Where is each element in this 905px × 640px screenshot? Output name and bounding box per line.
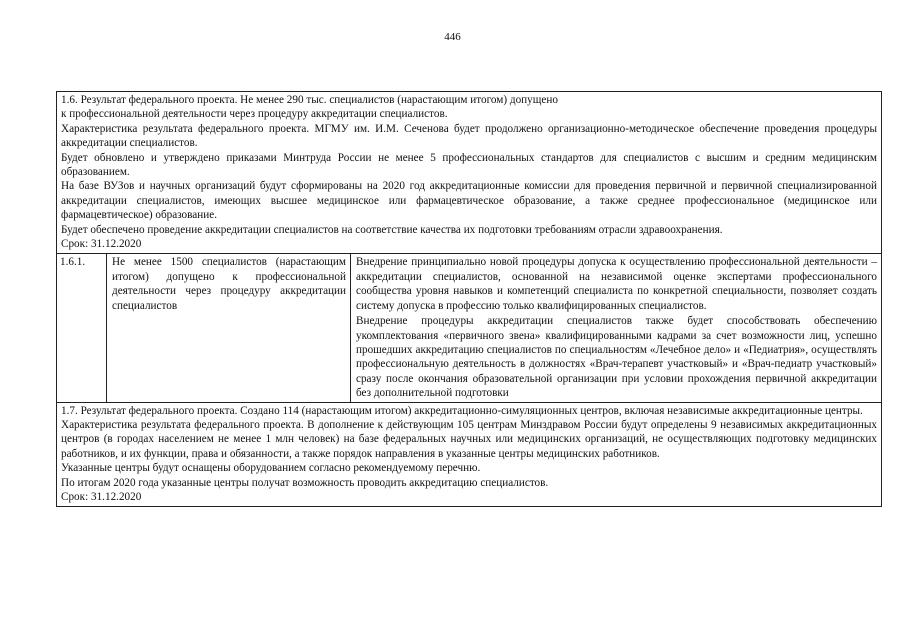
row-number-cell (57, 254, 107, 401)
section-1-6-characteristic: Характеристика результата федерального проекта. МГМУ им. И.М. Сеченова будет продолжено организационно-методическое обеспечение проведения процедуры аккредитации специалистов. (61, 122, 877, 150)
section-1-7-equipment: Указанные центры будут оснащены оборудованием согласно рекомендуемому перечню. (61, 462, 481, 475)
row-description-cell (351, 254, 881, 401)
row-number: 1.6.1. (60, 256, 86, 269)
section-1-6-title-cont: к профессиональной деятельности через процедуру аккредитации специалистов. (61, 108, 448, 121)
section-1-7-title: 1.7. Результат федерального проекта. Создано 114 (нарастающим итогом) аккредитационно-симуляционных центров, включая независимые аккредитационные центры. (61, 404, 863, 417)
section-1-6-accreditation: Будет обеспечено проведение аккредитации специалистов на соответствие качества их подготовки требованиям отрасли здравоохранения. (61, 223, 723, 236)
section-1-7-results: По итогам 2020 года указанные центры получат возможность проводить аккредитацию специалистов. (61, 476, 549, 489)
row-description-para-1: Внедрение принципиально новой процедуры допуска к осуществлению профессиональной деятельности – аккредитации специалистов, основанной на независимой оценке экспертами профессионального сообщества уровня навыков и компетенций специалиста по конкретной специальности, позволяет создать систему допуска в профессию только квалифицированных специалистов. (356, 256, 877, 312)
document-table (56, 91, 882, 507)
row-1-6-1 (57, 254, 881, 402)
section-1-6-title: 1.6. Результат федерального проекта. Не менее 290 тыс. специалистов (нарастающим итогом) допущено (61, 94, 558, 106)
section-1-6-commissions: На базе ВУЗов и научных организаций будут сформированы на 2020 год аккредитационные комиссии для проведения первичной и первичной специализированной аккредитации специалистов, имеющих высшее медицинское или фармацевтическое образование, а также среднее профессиональное (медицинское или фармацевтическое) образование. (61, 180, 877, 222)
section-1-7 (57, 403, 881, 507)
row-result: Не менее 1500 специалистов (нарастающим итогом) допущено к профессиональной деятельности через процедуру аккредитации специалистов (112, 256, 346, 312)
section-1-6-standards: Будет обновлено и утверждено приказами Минтруда России не менее 5 профессиональных стандартов для специалистов с высшим и средним медицинским образованием. (61, 151, 877, 179)
row-result-cell (107, 254, 351, 401)
section-1-6-deadline: Срок: 31.12.2020 (61, 238, 142, 251)
row-description-para-2: Внедрение процедуры аккредитации специалистов также будет способствовать обеспечению укомплектования «первичного звена» квалифицированными кадрами за счет возможности лиц, успешно прошедших аккредитацию специалистов по специальностям «Лечебное дело» и «Педиатрия», осуществлять профессиональную деятельность в должностях «Врач-терапевт участковый» и «Врач-педиатр участковый» сразу после окончания образовательной организации при условии прохождения первичной аккредитации без дополнительной подготовки (356, 315, 877, 400)
page-number: 446 (444, 31, 461, 43)
section-1-7-deadline: Срок: 31.12.2020 (61, 490, 142, 503)
section-1-7-characteristic: Характеристика результата федерального проекта. В дополнение к действующим 105 центрам Минздравом России будут определены 9 независимых аккредитационных центров (в городах населением не менее 1 млн человек) на базе федеральных научных или медицинских организаций, не осуществляющих подготовку медицинских работников, и их функции, права и обязанности, а также порядок направления в указанные центры медицинских работников. (61, 418, 877, 460)
section-1-6 (57, 92, 881, 254)
